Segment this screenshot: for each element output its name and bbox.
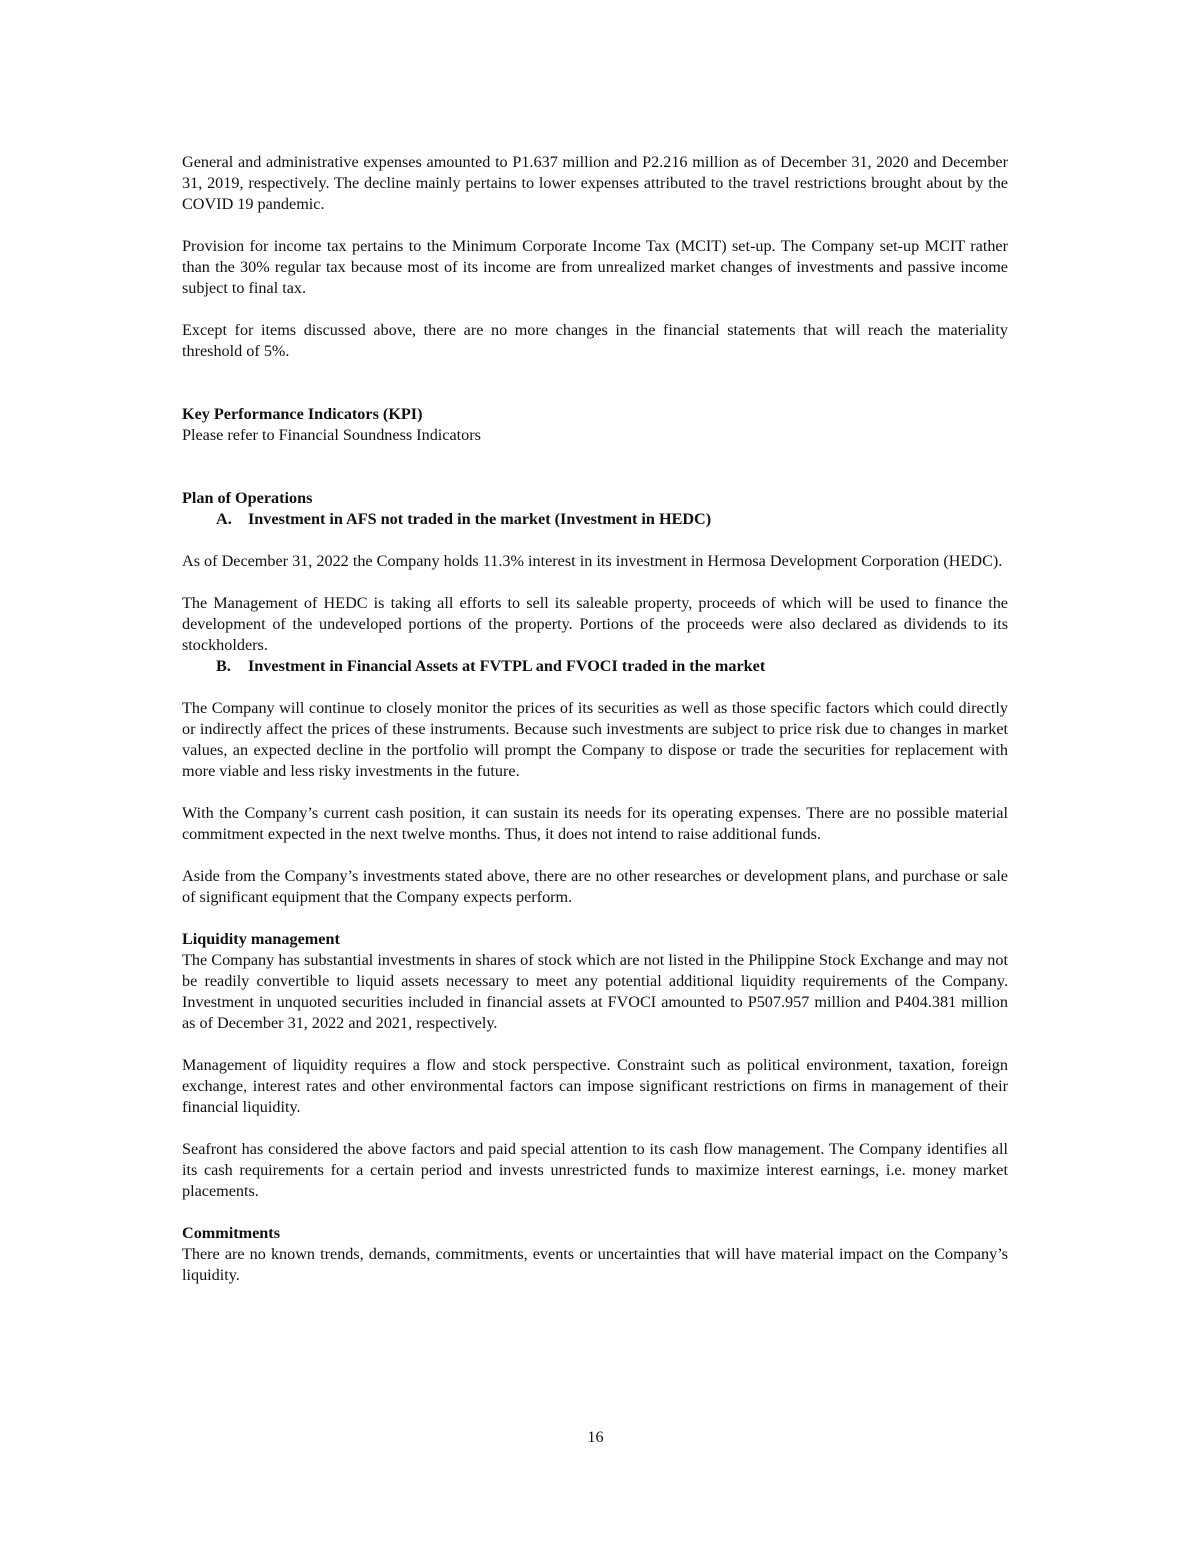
section-a-heading [182, 509, 1008, 530]
plan-heading: Plan of Operations [182, 489, 313, 507]
liquidity-heading: Liquidity management [182, 930, 340, 948]
income-tax-paragraph: Provision for income tax pertains to the Minimum Corporate Income Tax (MCIT) set-up. The Company set-up MCIT rather than the 30% regular tax because most of its income are from unrealized market changes of investments and passive income subject to final tax. [182, 237, 1008, 297]
kpi-section [182, 404, 1008, 446]
liquidity-paragraph-1: The Company has substantial investments in shares of stock which are not listed in the Philippine Stock Exchange and may not be readily convertible to liquid assets necessary to meet any potential additional liquidity requirements of the Company. Investment in unquoted securities included in financial assets at FVOCI amounted to P507.957 million and P404.381 million as of December 31, 2022 and 2021, respectively. [182, 951, 1008, 1032]
section-b-paragraph-3: Aside from the Company’s investments stated above, there are no other researches or development plans, and purchase or sale of significant equipment that the Company expects perform. [182, 867, 1008, 906]
liquidity-paragraph-2: Management of liquidity requires a flow and stock perspective. Constraint such as political environment, taxation, foreign exchange, interest rates and other environmental factors can impose significant restrictions on firms in management of their financial liquidity. [182, 1056, 1008, 1116]
plan-section [182, 488, 1008, 908]
ga-expenses-paragraph: General and administrative expenses amounted to P1.637 million and P2.216 million as of December 31, 2020 and December 31, 2019, respectively. The decline mainly pertains to lower expenses attributed to the travel restrictions brought about by the COVID 19 pandemic. [182, 153, 1008, 213]
liquidity-paragraph-3: Seafront has considered the above factors and paid special attention to its cash flow management. The Company identifies all its cash requirements for a certain period and invests unrestricted funds to maximize interest earnings, i.e. money market placements. [182, 1140, 1008, 1200]
section-b-heading [182, 656, 1008, 677]
section-a-paragraph-2: The Management of HEDC is taking all efforts to sell its saleable property, proceeds of which will be used to finance the development of the undeveloped portions of the property. Portions of the proceeds were also declared as dividends to its stockholders. [182, 594, 1008, 654]
document-page [182, 152, 1008, 1286]
section-b-paragraph-1: The Company will continue to closely monitor the prices of its securities as well as those specific factors which could directly or indirectly affect the prices of these instruments. Because such investments are subject to price risk due to changes in market values, an expected decline in the portfolio will prompt the Company to dispose or trade the securities for replacement with more viable and less risky investments in the future. [182, 699, 1008, 780]
section-a-letter: A. [216, 510, 232, 528]
commitments-text: There are no known trends, demands, commitments, events or uncertainties that will have material impact on the Company’s liquidity. [182, 1245, 1008, 1284]
commitments-heading: Commitments [182, 1224, 281, 1242]
section-b-paragraph-2: With the Company’s current cash position, it can sustain its needs for its operating expenses. There are no possible material commitment expected in the next twelve months. Thus, it does not intend to raise additional funds. [182, 804, 1008, 843]
section-b-letter: B. [216, 657, 231, 675]
section-b-title: Investment in Financial Assets at FVTPL and FVOCI traded in the market [248, 657, 766, 675]
page-number: 16 [587, 1428, 604, 1446]
commitments-section [182, 1223, 1008, 1286]
materiality-paragraph: Except for items discussed above, there are no more changes in the financial statements that will reach the materiality threshold of 5%. [182, 321, 1008, 360]
kpi-text: Please refer to Financial Soundness Indicators [182, 426, 481, 444]
kpi-heading: Key Performance Indicators (KPI) [182, 405, 423, 423]
section-a-paragraph-1: As of December 31, 2022 the Company holds 11.3% interest in its investment in Hermosa Development Corporation (HEDC). [182, 552, 1003, 570]
section-a-title: Investment in AFS not traded in the market (Investment in HEDC) [248, 510, 712, 528]
liquidity-section [182, 929, 1008, 1202]
